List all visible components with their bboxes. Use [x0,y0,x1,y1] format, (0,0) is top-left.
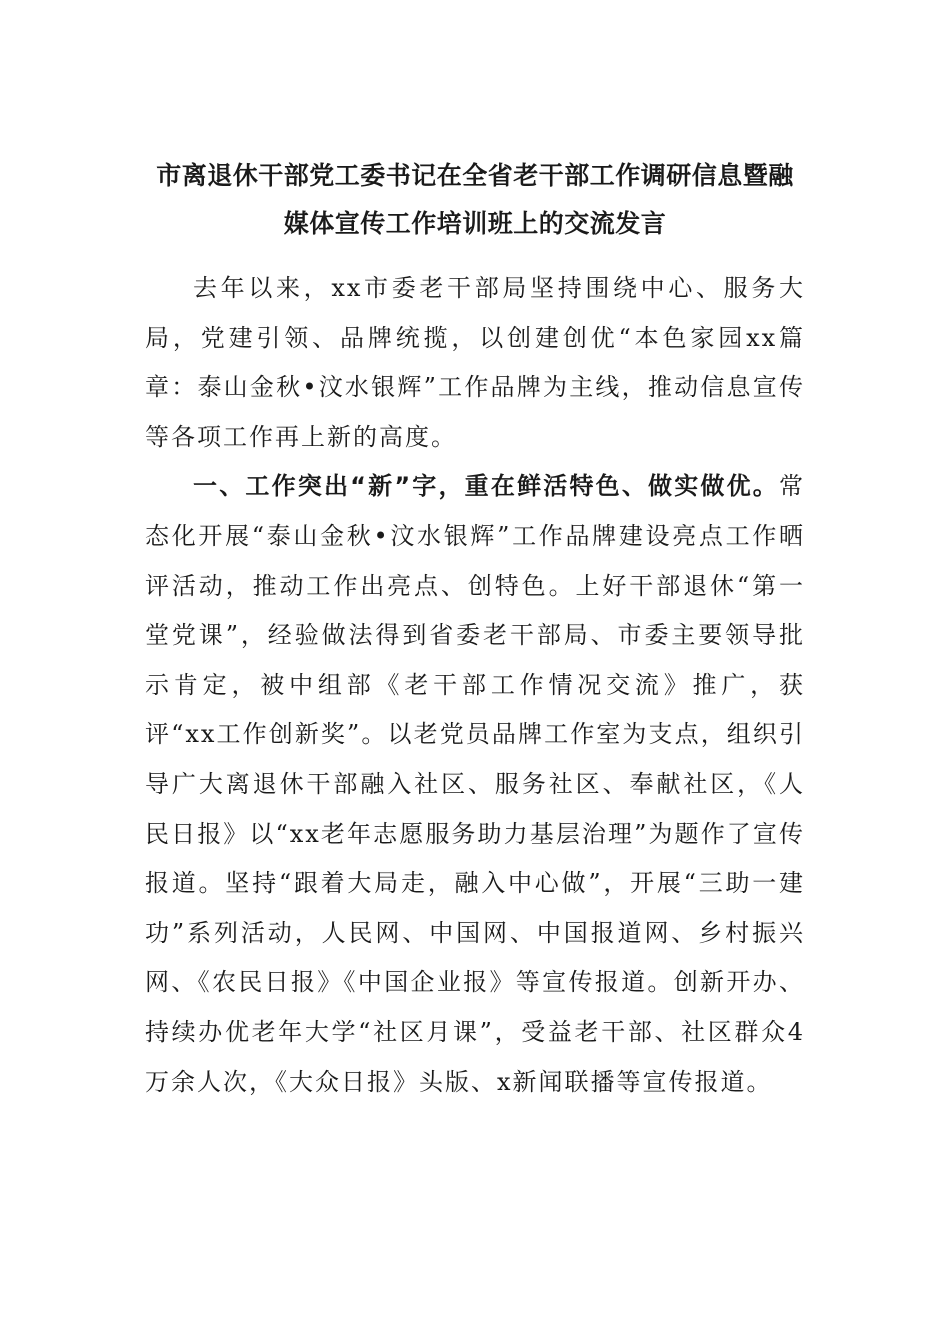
section-1-body: 常态化开展“泰山金秋•汶水银辉”工作品牌建设亮点工作晒评活动，推动工作出亮点、创特色。上好干部退休“第一堂党课”，经验做法得到省委老干部局、市委主要领导批示肯定，被中组部《老干部工作情况交流》推广，获评“xx工作创新奖”。以老党员品牌工作室为支点，组织引导广大离退休干部融入社区、服务社区、奉献社区，《人民日报》以“xx老年志愿服务助力基层治理”为题作了宣传报道。坚持“跟着大局走，融入中心做”，开展“三助一建功”系列活动，人民网、中国网、中国报道网、乡村振兴网、《农民日报》《中国企业报》等宣传报道。创新开办、持续办优老年大学“社区月课”，受益老干部、社区群众4万余人次，《大众日报》头版、x新闻联播等宣传报道。 [145,472,805,1096]
intro-paragraph: 去年以来，xx市委老干部局坚持围绕中心、服务大局，党建引领、品牌统揽，以创建创优“本色家园xx篇章：泰山金秋•汶水银辉”工作品牌为主线，推动信息宣传等各项工作再上新的高度。 [145,274,805,451]
section-1-paragraph [145,462,805,1107]
document-title [145,152,805,248]
document-body [145,264,805,1107]
title-line-1: 市离退休干部党工委书记在全省老干部工作调研信息暨融 [156,161,794,190]
section-1-heading: 一、工作突出“新”字，重在鲜活特色、做实做优。 [193,472,779,501]
title-line-2: 媒体宣传工作培训班上的交流发言 [283,209,667,238]
